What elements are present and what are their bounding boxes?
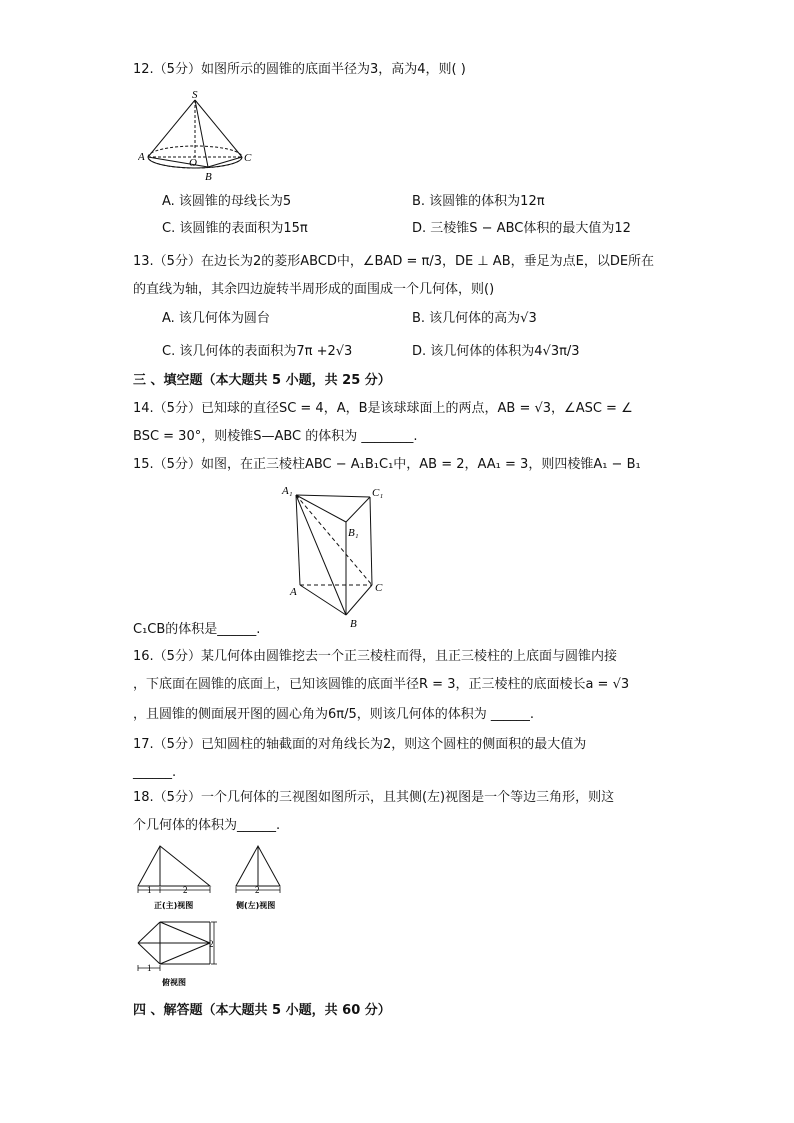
q13-stem-2: 的直线为轴，其余四边旋转半周形成的面围成一个几何体，则(): [133, 282, 495, 297]
q13-option-b: B. 该几何体的高为√3: [412, 311, 537, 326]
label-A1: A₁: [282, 485, 293, 497]
section-3-heading: 三 、填空题（本大题共 5 小题，共 25 分）: [133, 373, 391, 388]
prism-figure: [276, 481, 396, 631]
label-B: B: [205, 171, 212, 183]
cone-figure: [138, 88, 258, 184]
top-dim-height: 2: [209, 939, 214, 949]
q16-line-3: ，且圆锥的侧面展开图的圆心角为6π/5，则该几何体的体积为 ______.: [133, 707, 535, 722]
q16-line-1: 16.（5分）某几何体由圆锥挖去一个正三棱柱而得，且正三棱柱的上底面与圆锥内接: [133, 649, 617, 664]
q15-line-1: 15.（5分）如图，在正三棱柱ABC − A₁B₁C₁中，AB = 2，AA₁ = 3，则四棱锥A₁ − B₁: [133, 457, 641, 472]
q14-line-1: 14.（5分）已知球的直径SC = 4，A，B是该球球面上的两点，AB = √3，∠ASC = ∠: [133, 401, 633, 416]
front-dim-2: 2: [183, 885, 188, 895]
label-C: C: [244, 152, 252, 164]
q18-line-2: 个几何体的体积为______.: [133, 818, 281, 833]
three-view-figure: [134, 842, 294, 992]
q18-line-1: 18.（5分）一个几何体的三视图如图所示，且其侧(左)视图是一个等边三角形，则这: [133, 790, 615, 805]
label-C1: C₁: [372, 487, 384, 499]
label-B: B: [350, 618, 357, 630]
side-view-caption: 侧(左)视图: [236, 901, 276, 910]
q13-stem-1: 13.（5分）在边长为2的菱形ABCD中，∠BAD = π/3，DE ⊥ AB，垂足为点E，以DE所在: [133, 254, 655, 269]
q13-option-d: D. 该几何体的体积为4√3π/3: [412, 344, 580, 359]
q12-stem: 12.（5分）如图所示的圆锥的底面半径为3，高为4，则( ): [133, 62, 466, 77]
label-O: O: [189, 157, 197, 169]
side-dim: 2: [255, 885, 260, 895]
q15-line-2: C₁CB的体积是______.: [133, 622, 261, 637]
label-C: C: [375, 582, 383, 594]
q17-line-1: 17.（5分）已知圆柱的轴截面的对角线长为2，则这个圆柱的侧面积的最大值为: [133, 737, 587, 752]
front-dim-1: 1: [147, 885, 152, 895]
q12-option-d: D. 三棱锥S − ABC体积的最大值为12: [412, 221, 631, 236]
q14-line-2: BSC = 30°，则棱锥S—ABC 的体积为 ________.: [133, 429, 418, 444]
label-A: A: [290, 586, 297, 598]
label-B1: B₁: [348, 527, 359, 539]
q12-option-b: B. 该圆锥的体积为12π: [412, 194, 545, 209]
q12-option-a: A. 该圆锥的母线长为5: [162, 194, 292, 209]
q17-line-2: ______.: [133, 765, 177, 780]
q13-option-c: C. 该几何体的表面积为7π +2√3: [162, 344, 353, 359]
section-4-heading: 四 、解答题（本大题共 5 小题，共 60 分）: [133, 1003, 391, 1018]
q13-option-a: A. 该几何体为圆台: [162, 311, 270, 326]
label-S: S: [192, 89, 198, 101]
top-dim-width: 1: [147, 963, 152, 973]
q16-line-2: ，下底面在圆锥的底面上，已知该圆锥的底面半径R = 3，正三棱柱的底面棱长a = √3: [133, 677, 630, 692]
q12-option-c: C. 该圆锥的表面积为15π: [162, 221, 308, 236]
label-A: A: [138, 151, 145, 163]
front-view-caption: 正(主)视图: [154, 901, 194, 910]
top-view-caption: 俯视图: [162, 978, 186, 987]
